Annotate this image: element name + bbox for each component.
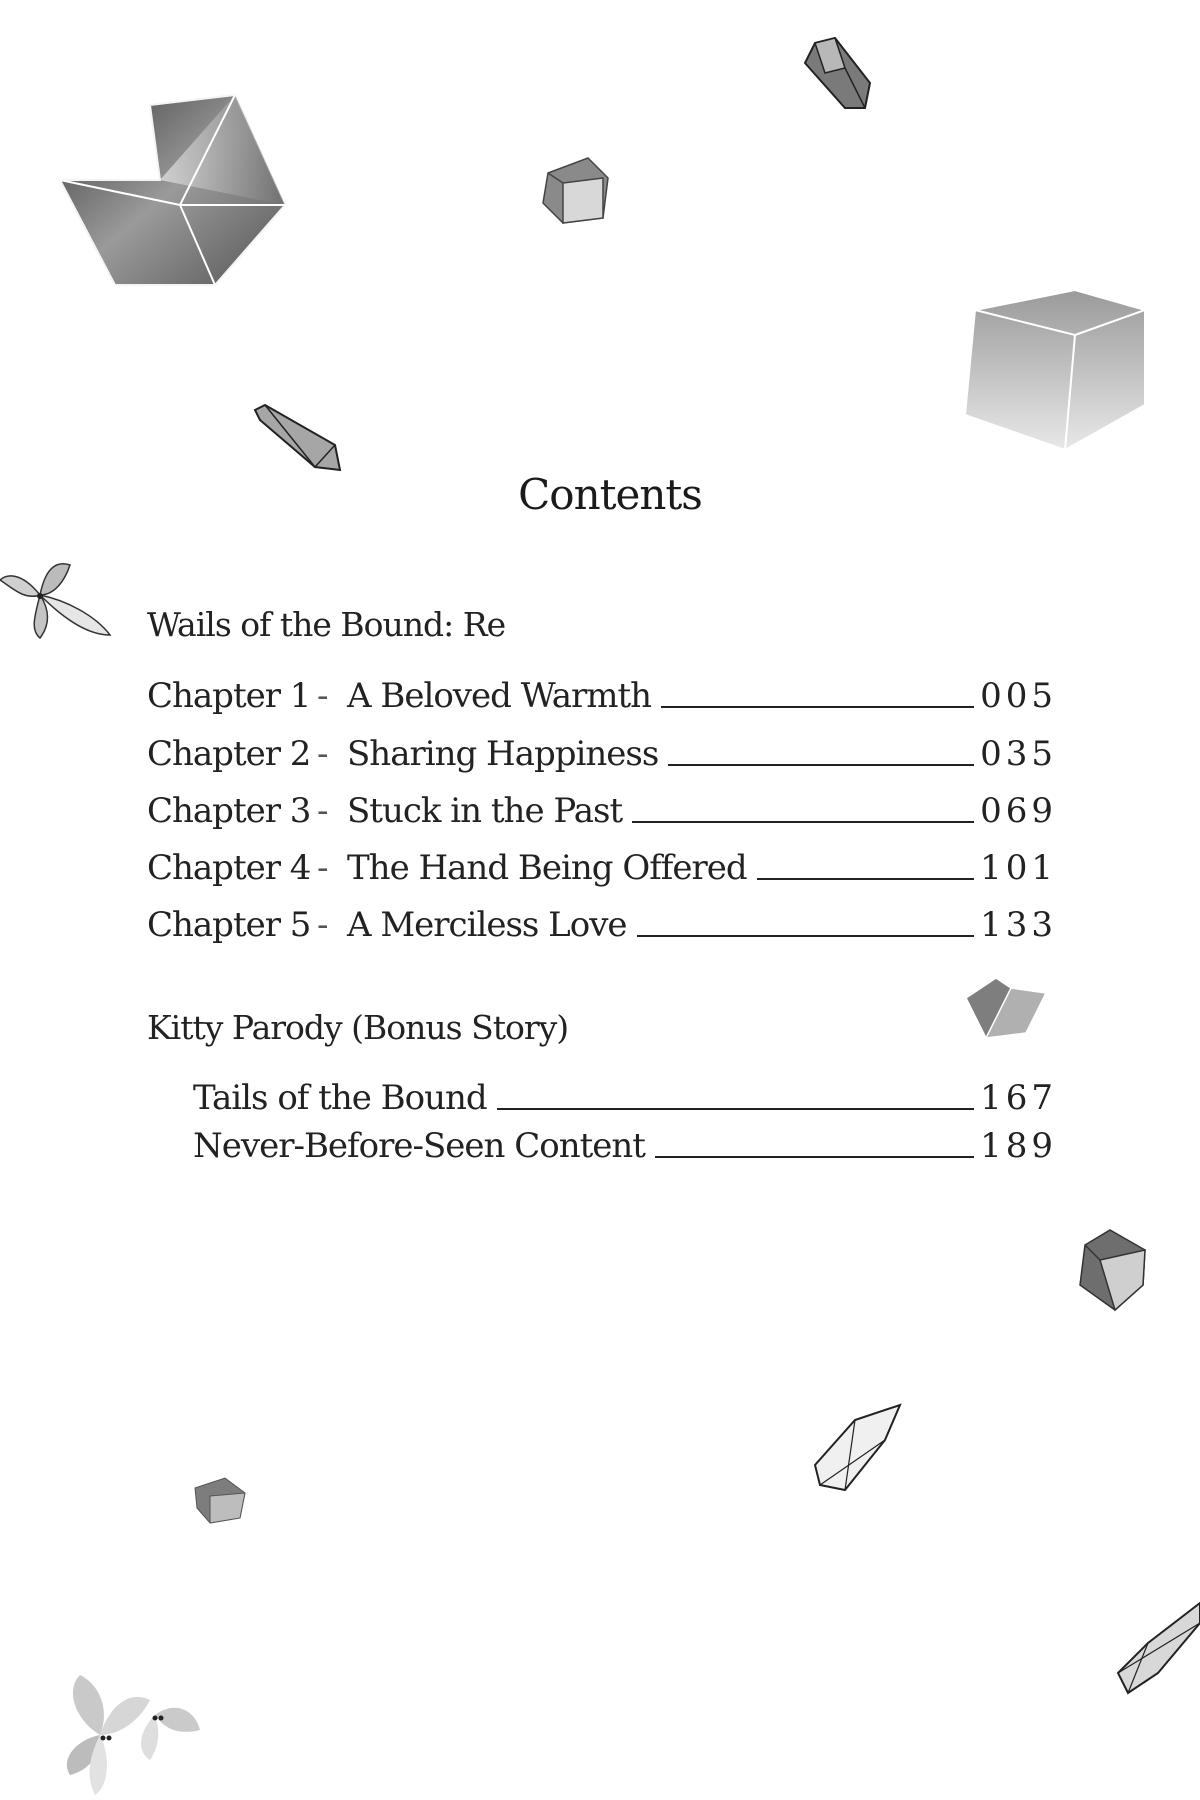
leader-line xyxy=(661,706,974,708)
toc-entry[interactable] xyxy=(193,1074,1057,1118)
glass-cube-icon xyxy=(965,290,1150,450)
page-number: 005 xyxy=(980,676,1057,716)
page-number: 101 xyxy=(980,848,1057,888)
flower-bottom-left-icon xyxy=(55,1660,200,1795)
page-number: 167 xyxy=(980,1078,1057,1118)
page-number: 035 xyxy=(980,734,1057,774)
page-number: 189 xyxy=(980,1126,1057,1166)
chapter-title: A Beloved Warmth xyxy=(347,676,652,716)
crystal-shard-icon xyxy=(255,405,340,473)
chapter-number: Chapter 1 xyxy=(147,676,311,716)
toc-entry[interactable] xyxy=(147,844,1057,888)
large-crystal-icon xyxy=(60,95,290,295)
small-crystal-top-icon xyxy=(805,38,875,113)
toc-entry[interactable] xyxy=(147,787,1057,831)
toc-entry[interactable] xyxy=(147,672,1057,716)
chapter-title: Stuck in the Past xyxy=(347,791,623,831)
leader-line xyxy=(655,1156,974,1158)
leader-line xyxy=(668,764,974,766)
cube-bonus-icon xyxy=(966,978,1046,1038)
crystal-shard-lower-icon xyxy=(815,1405,905,1490)
bonus-title: Never-Before-Seen Content xyxy=(193,1126,645,1166)
chapter-number: Chapter 4 xyxy=(147,848,311,888)
separator: - xyxy=(317,791,328,831)
main-story-heading: Wails of the Bound: Re xyxy=(147,605,506,644)
small-cube-lower-icon xyxy=(195,1478,247,1523)
leader-line xyxy=(757,878,974,880)
separator: - xyxy=(317,676,328,716)
toc-entry[interactable] xyxy=(147,730,1057,774)
toc-entry[interactable] xyxy=(193,1122,1057,1166)
separator: - xyxy=(317,848,328,888)
page-title: Contents xyxy=(518,470,702,519)
separator: - xyxy=(317,734,328,774)
page-number: 069 xyxy=(980,791,1057,831)
chapter-title: A Merciless Love xyxy=(347,905,627,945)
cube-right-icon xyxy=(1075,1230,1147,1310)
chapter-number: Chapter 2 xyxy=(147,734,311,774)
leader-line xyxy=(637,935,975,937)
chapter-number: Chapter 3 xyxy=(147,791,311,831)
small-cube-icon xyxy=(543,158,611,226)
toc-entry[interactable] xyxy=(147,901,1057,945)
chapter-number: Chapter 5 xyxy=(147,905,311,945)
flower-left-icon xyxy=(0,560,112,640)
chapter-title: The Hand Being Offered xyxy=(347,848,747,888)
bonus-heading: Kitty Parody (Bonus Story) xyxy=(147,1008,569,1047)
separator: - xyxy=(317,905,328,945)
bonus-title: Tails of the Bound xyxy=(193,1078,487,1118)
chapter-title: Sharing Happiness xyxy=(347,734,659,774)
crystal-bottom-right-icon xyxy=(1118,1603,1200,1693)
leader-line xyxy=(632,821,974,823)
page-number: 133 xyxy=(980,905,1057,945)
leader-line xyxy=(497,1108,974,1110)
